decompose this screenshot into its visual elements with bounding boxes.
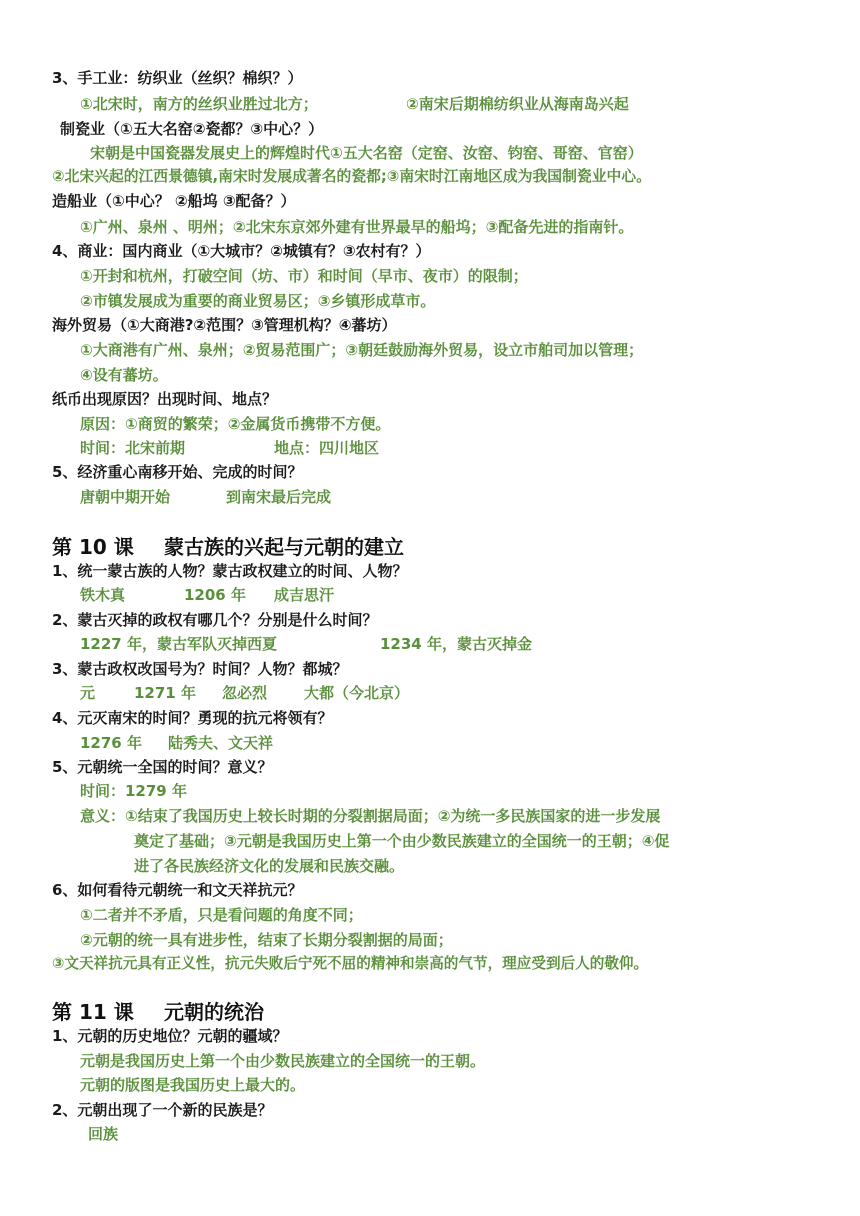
lesson10-answer-4-people: 陆秀夫、文天祥: [168, 734, 274, 752]
commerce-answer-1: ①开封和杭州，打破空间（坊、市）和时间（早市、夜市）的限制；: [80, 267, 528, 285]
lesson10-answer-5-time: 时间：1279 年: [80, 782, 187, 800]
economy-shift-start: 唐朝中期开始: [80, 488, 171, 506]
lesson11-title: 元朝的统治: [164, 1000, 264, 1024]
lesson10-question-5: 5、元朝统一全国的时间？意义？: [52, 758, 273, 776]
lesson11-answer-1-2: 元朝的版图是我国历史上最大的。: [80, 1076, 306, 1094]
overseas-trade-answer-2: ④设有蕃坊。: [80, 366, 168, 384]
paper-money-place: 地点：四川地区: [274, 439, 380, 457]
lesson10-question-2: 2、蒙古灭掉的政权有哪几个？分别是什么时间？: [52, 611, 378, 629]
lesson10-question-4: 4、元灭南宋的时间？勇现的抗元将领有？: [52, 709, 333, 727]
porcelain-answer-2: ②北宋兴起的江西景德镇,南宋时发展成著名的瓷都;③南宋时江南地区成为我国制瓷业中心。: [52, 168, 651, 185]
lesson11-question-2: 2、元朝出现了一个新的民族是？: [52, 1101, 273, 1119]
lesson10-answer-3-name: 元: [80, 684, 96, 702]
lesson10-answer-4-year: 1276 年: [80, 734, 142, 752]
lesson10-answer-3-capital: 大都（今北京）: [304, 684, 410, 702]
commerce-answer-2: ②市镇发展成为重要的商业贸易区；③乡镇形成草市。: [80, 292, 436, 310]
lesson10-answer-3-person: 忽必烈: [222, 684, 268, 702]
textile-answer-2: ②南宋后期棉纺织业从海南岛兴起: [406, 95, 629, 113]
lesson10-answer-6-1: ①二者并不矛盾，只是看问题的角度不同；: [80, 906, 363, 924]
paper-money-reason: 原因：①商贸的繁荣；②金属货币携带不方便。: [80, 415, 391, 433]
paper-money-time: 时间：北宋前期: [80, 439, 186, 457]
lesson10-answer-5-meaning-3: 进了各民族经济文化的发展和民族交融。: [134, 857, 405, 875]
shipbuilding-question: 造船业（①中心？ ②船坞 ③配备？）: [52, 192, 296, 210]
lesson10-number: 第 10 课: [52, 535, 134, 559]
lesson10-answer-2-second: 1234 年，蒙古灭掉金: [380, 635, 532, 653]
porcelain-answer-1: 宋朝是中国瓷器发展史上的辉煌时代①五大名窑（定窑、汝窑、钧窑、哥窑、官窑）: [90, 144, 643, 162]
lesson10-answer-1-year: 1206 年: [184, 586, 246, 604]
lesson10-answer-5-meaning-1: 意义：①结束了我国历史上较长时期的分裂割据局面；②为统一多民族国家的进一步发展: [80, 807, 661, 825]
lesson10-question-6: 6、如何看待元朝统一和文天祥抗元？: [52, 881, 303, 899]
textile-answer-1: ①北宋时，南方的丝织业胜过北方；: [80, 95, 318, 113]
commerce-question: 4、商业：国内商业（①大城市？②城镇有？③农村有？）: [52, 242, 431, 260]
lesson11-answer-1-1: 元朝是我国历史上第一个由少数民族建立的全国统一的王朝。: [80, 1052, 486, 1070]
lesson11-number: 第 11 课: [52, 1000, 134, 1024]
lesson10-answer-2-first: 1227 年，蒙古军队灭掉西夏: [80, 635, 277, 653]
lesson11-answer-2: 回族: [88, 1125, 119, 1143]
lesson10-answer-5-meaning-2: 奠定了基础；③元朝是我国历史上第一个由少数民族建立的全国统一的王朝；④促: [134, 832, 670, 850]
lesson10-answer-1-person: 铁木真: [80, 586, 126, 604]
overseas-trade-answer-1: ①大商港有广州、泉州；②贸易范围广；③朝廷鼓励海外贸易，设立市舶司加以管理；: [80, 341, 644, 359]
porcelain-question: 制瓷业（①五大名窑②瓷都？③中心？）: [60, 120, 324, 138]
lesson10-answer-3-year: 1271 年: [134, 684, 196, 702]
lesson10-title: 蒙古族的兴起与元朝的建立: [164, 535, 404, 559]
handicraft-question: 3、手工业：纺织业（丝织？棉织？）: [52, 69, 303, 87]
lesson10-answer-6-3: ③文天祥抗元具有正义性，抗元失败后宁死不屈的精神和崇高的气节，理应受到后人的敬仰。: [52, 955, 649, 972]
economy-shift-end: 到南宋最后完成: [226, 488, 332, 506]
lesson10-question-1: 1、统一蒙古族的人物？蒙古政权建立的时间、人物？: [52, 562, 408, 580]
shipbuilding-answer: ①广州、泉州 、明州；②北宋东京郊外建有世界最早的船坞；③配备先进的指南针。: [80, 218, 634, 236]
lesson10-answer-1-leader: 成吉思汗: [274, 586, 335, 604]
lesson10-question-3: 3、蒙古政权改国号为？时间？人物？都城？: [52, 660, 348, 678]
economy-shift-question: 5、经济重心南移开始、完成的时间？: [52, 463, 303, 481]
lesson11-question-1: 1、元朝的历史地位？元朝的疆域？: [52, 1027, 288, 1045]
lesson10-answer-6-2: ②元朝的统一具有进步性，结束了长期分裂割据的局面；: [80, 931, 453, 949]
overseas-trade-question: 海外贸易（①大商港?②范围？③管理机构？④蕃坊）: [52, 316, 397, 334]
paper-money-question: 纸币出现原因？出现时间、地点？: [52, 390, 278, 408]
